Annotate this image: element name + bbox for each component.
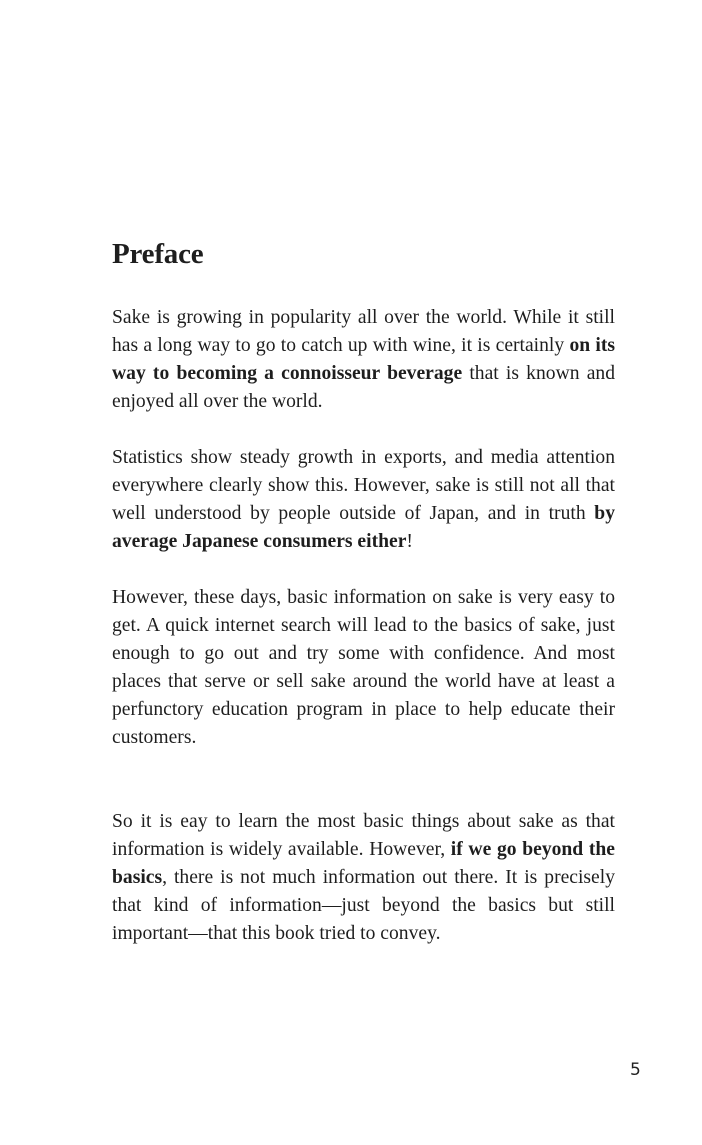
page-title: Preface [112, 238, 204, 270]
page-content [112, 234, 615, 948]
spacer [112, 274, 615, 304]
paragraph-4 [112, 808, 615, 948]
paragraph-3 [112, 584, 615, 752]
text-segment: , there is not much information out there. It is precisely that kind of information—just beyond the basics but still important—that this book tried to convey. [112, 867, 615, 944]
text-segment: Statistics show steady growth in exports, and media attention everywhere clearly show this. However, sake is still not all that well understood by people outside of Japan, and in truth [112, 447, 615, 524]
paragraph-2 [112, 444, 615, 556]
text-segment: ! [406, 531, 413, 552]
text-segment: So it is eay to learn the most basic things about sake as that information is widely available. However, [112, 811, 615, 860]
text-segment: Sake is growing in popularity all over the world. While it still has a long way to go to catch up with wine, it is certainly [112, 307, 615, 356]
text-segment: However, these days, basic information on sake is very easy to get. A quick internet search will lead to the basics of sake, just enough to go out and try some with confidence. And most places that serve or sell sake around the world have at least a perfunctory education program in place to help educate their customers. [112, 587, 615, 748]
spacer [112, 752, 615, 808]
spacer [112, 416, 615, 444]
text-segment: that is known and enjoyed all over the world. [112, 363, 615, 412]
bold-emphasis: by average Japanese consumers either [112, 503, 615, 552]
bold-emphasis: on its way to becoming a connoisseur beverage [112, 335, 615, 384]
bold-emphasis: if we go beyond the basics [112, 839, 615, 888]
paragraph-1 [112, 304, 615, 416]
page-number: 5 [630, 1060, 641, 1080]
spacer [112, 556, 615, 584]
